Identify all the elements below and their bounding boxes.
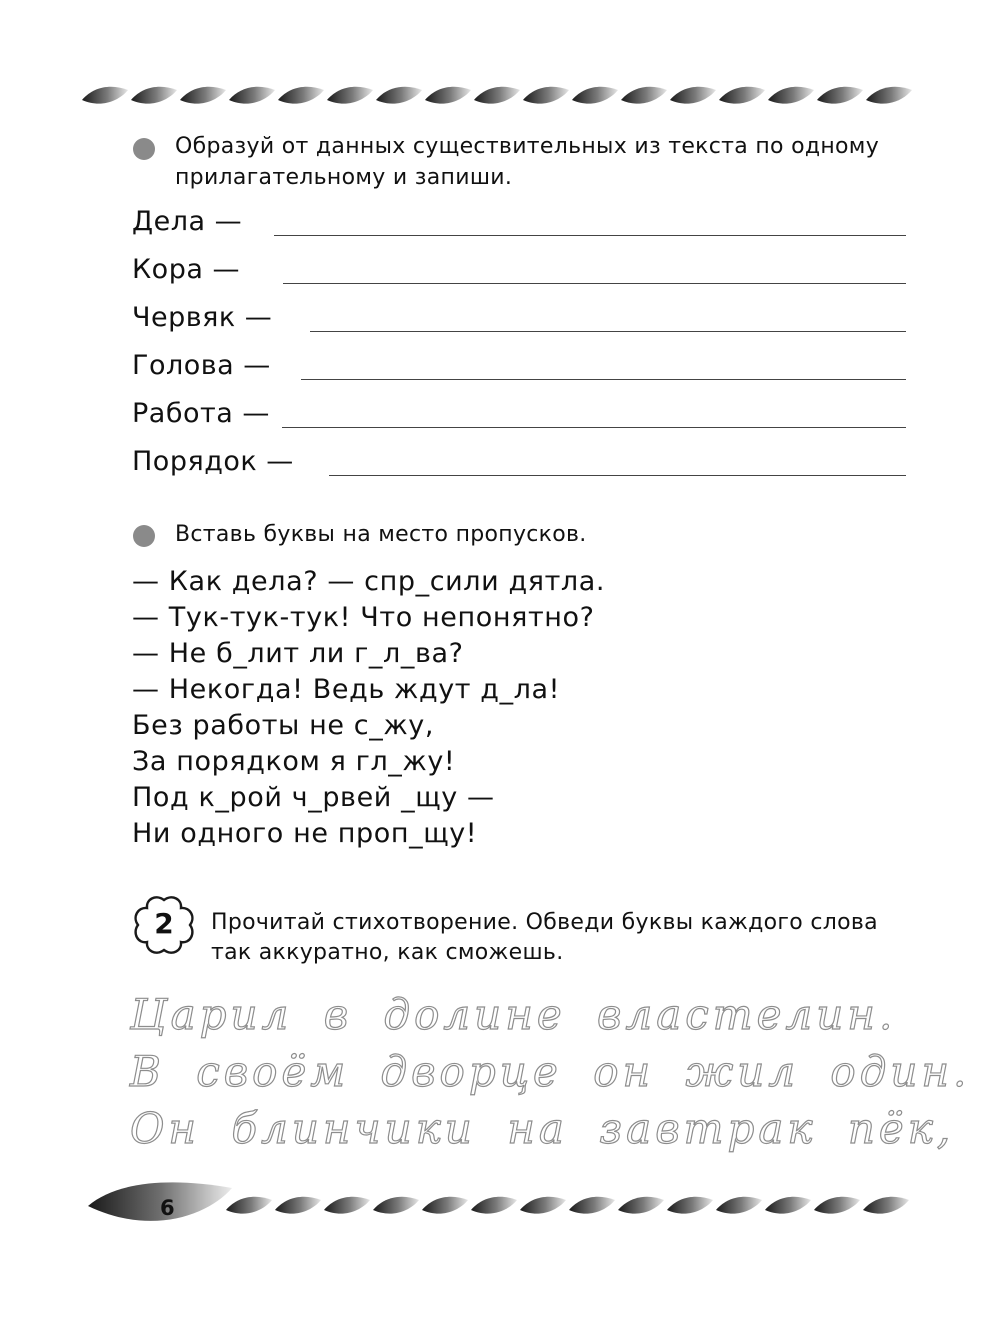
leaf-ornament-icon xyxy=(275,1197,321,1214)
leaf-ornament-icon xyxy=(422,1197,468,1214)
word-label: Голова — xyxy=(132,350,271,381)
leaf-ornament-icon xyxy=(667,1197,713,1214)
leaf-ornament-icon xyxy=(471,1197,517,1214)
leaf-ornament-icon xyxy=(180,87,226,104)
poem-line: Ни одного не проп_щу! xyxy=(132,818,478,849)
top-leaf-border xyxy=(0,76,1000,114)
word-label: Порядок — xyxy=(132,446,294,477)
poem-line: — Как дела? — спр_сили дятла. xyxy=(132,566,606,597)
leaf-ornament-icon xyxy=(716,1197,762,1214)
poem-line: Без работы не с_жу, xyxy=(132,710,435,741)
leaf-ornament-icon xyxy=(226,1197,272,1214)
leaf-ornament-icon xyxy=(618,1197,664,1214)
leaf-ornament-icon xyxy=(425,87,471,104)
bullet-icon xyxy=(133,138,155,160)
exercise2-instruction-line2: так аккуратно, как сможешь. xyxy=(211,940,564,965)
page-number: 6 xyxy=(160,1196,175,1220)
leaf-ornament-icon xyxy=(229,87,275,104)
leaf-ornament-icon xyxy=(474,87,520,104)
leaf-ornament-icon xyxy=(131,87,177,104)
poem-line: — Некогда! Ведь ждут д_ла! xyxy=(132,674,561,705)
exercise-number: 2 xyxy=(154,907,174,940)
answer-line-rabota[interactable] xyxy=(282,427,906,428)
poem-line: — Тук-тук-тук! Что непонятно? xyxy=(132,602,595,633)
answer-line-kora[interactable] xyxy=(283,283,906,284)
answer-line-chervyak[interactable] xyxy=(310,331,906,332)
task1-instruction-line1: Образуй от данных существительных из текста по одному xyxy=(175,134,880,159)
task1-instruction-line2: прилагательному и запиши. xyxy=(175,165,513,190)
task1-instruction xyxy=(175,131,905,193)
leaf-ornament-icon xyxy=(327,87,373,104)
exercise2-instruction-line1: Прочитай стихотворение. Обведи буквы каждого слова xyxy=(211,910,878,935)
leaf-ornament-icon xyxy=(373,1197,419,1214)
leaf-ornament-icon xyxy=(765,1197,811,1214)
cursive-trace-line[interactable]: Он блинчики на завтрак пёк, xyxy=(130,1104,955,1153)
leaf-ornament-icon xyxy=(523,87,569,104)
cursive-trace-line[interactable]: В своём дворце он жил один. xyxy=(130,1047,971,1096)
task2-instruction: Вставь буквы на место пропусков. xyxy=(175,522,587,547)
cursive-trace-line[interactable]: Царил в долине властелин. xyxy=(130,990,897,1039)
leaf-ornament-icon xyxy=(278,87,324,104)
leaf-ornament-icon xyxy=(520,1197,566,1214)
poem-line: За порядком я гл_жу! xyxy=(132,746,456,777)
leaf-ornament-icon xyxy=(814,1197,860,1214)
leaf-ornament-icon xyxy=(572,87,618,104)
leaf-ornament-icon xyxy=(376,87,422,104)
poem-line: — Не б_лит ли г_л_ва? xyxy=(132,638,464,669)
leaf-ornament-icon xyxy=(863,1197,909,1214)
leaf-ornament-icon xyxy=(569,1197,615,1214)
leaf-ornament-icon xyxy=(866,87,912,104)
word-label: Дела — xyxy=(132,206,243,237)
leaf-ornament-icon xyxy=(670,87,716,104)
leaf-ornament-icon xyxy=(621,87,667,104)
answer-line-golova[interactable] xyxy=(301,379,906,380)
answer-line-dela[interactable] xyxy=(274,235,906,236)
poem-line: Под к_рой ч_рвей _щу — xyxy=(132,782,495,813)
leaf-ornament-icon xyxy=(768,87,814,104)
word-label: Работа — xyxy=(132,398,270,429)
word-label: Червяк — xyxy=(132,302,273,333)
leaf-ornament-icon xyxy=(817,87,863,104)
fill-in-poem xyxy=(132,564,605,852)
answer-line-poryadok[interactable] xyxy=(329,475,906,476)
bottom-leaf-border xyxy=(0,1178,1000,1238)
bullet-icon xyxy=(133,525,155,547)
word-label: Кора — xyxy=(132,254,240,285)
leaf-ornament-icon xyxy=(82,87,128,104)
leaf-ornament-icon xyxy=(719,87,765,104)
exercise2-instruction xyxy=(211,908,911,968)
leaf-ornament-icon xyxy=(324,1197,370,1214)
